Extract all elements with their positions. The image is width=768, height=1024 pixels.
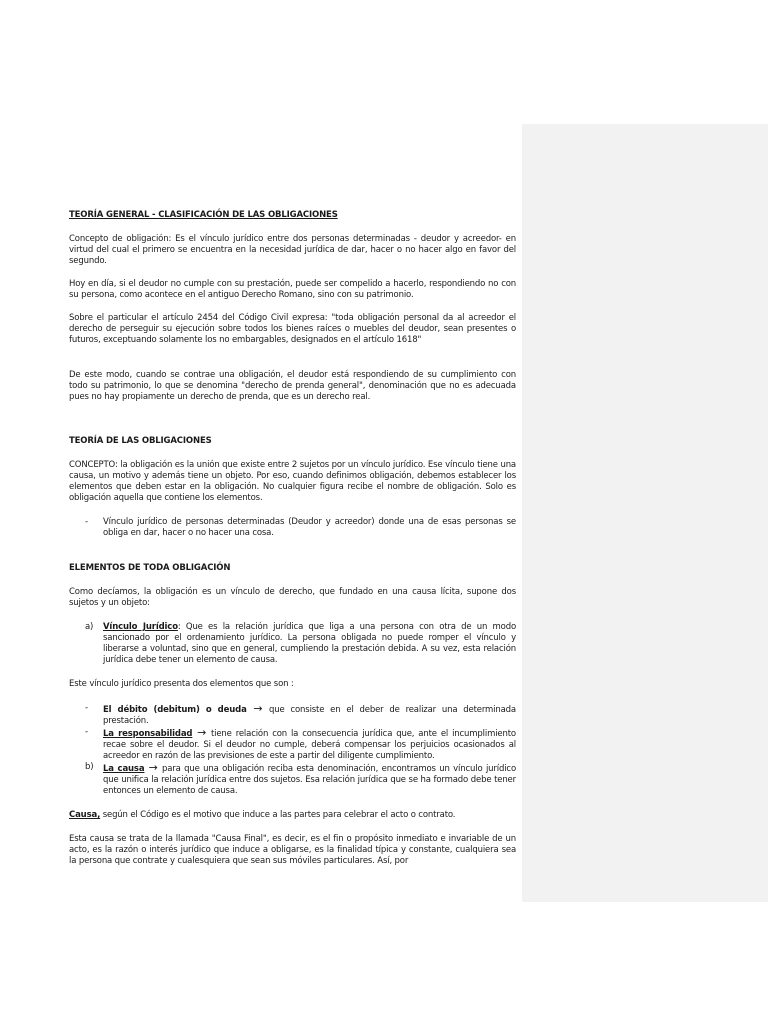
comment-pane	[522, 124, 768, 902]
document-body	[69, 210, 516, 867]
item-b-marker: b)	[85, 762, 94, 772]
subitem-responsabilidad-text: tiene relación con la consecuencia jurídica que, ante el incumplimiento recae sobre el deudor. Si el deudor no cumple, deberá compensar los perjuicios ocasionados al acreedor en razón de las previsiones de este a partir del diligente cumplimiento.	[103, 729, 516, 761]
paragraph-concepto-2: CONCEPTO: la obligación es la unión que existe entre 2 sujetos por un vínculo jurídico. Ese vínculo tiene una causa, un motivo y además tiene un objeto. Por eso, cuando definimos obligación, debemos establecer los elementos que deben estar en la obligación. No cualquier figura recibe el nombre de obligación. Solo es obligación aquella que contiene los elementos.	[69, 460, 516, 503]
bullet-marker: -	[85, 517, 88, 527]
item-b-causa	[69, 762, 516, 797]
paragraph-hoy-en-dia: Hoy en día, si el deudor no cumple con su prestación, puede ser compelido a hacerlo, respondiendo no con su persona, como acontece en el antiguo Derecho Romano, sino con su patrimonio.	[69, 279, 516, 300]
causa-text: según el Código es el motivo que induce a las partes para celebrar el acto o contrato.	[100, 810, 456, 820]
item-a-vinculo-juridico	[69, 622, 516, 666]
arrow-right-icon: →	[246, 702, 270, 715]
bullet-text: Vínculo jurídico de personas determinadas (Deudor y acreedor) donde una de esas personas se obliga en dar, hacer o no hacer una cosa.	[103, 517, 516, 538]
subitem-debito	[69, 703, 516, 727]
paragraph-concepto: Concepto de obligación: Es el vínculo jurídico entre dos personas determinadas - deudor y acreedor- en virtud del cual el primero se encuentra en la necesidad jurídica de dar, hacer o no hacer algo en favor del segundo.	[69, 234, 516, 266]
arrow-right-icon: →	[144, 761, 162, 774]
bullet-vinculo-juridico	[69, 517, 516, 539]
item-a-term: Vínculo Jurídico	[103, 622, 178, 632]
causa-term: Causa,	[69, 810, 101, 820]
heading-teoria-obligaciones: TEORÍA DE LAS OBLIGACIONES	[69, 436, 212, 446]
subitem-debito-text: que consiste en el deber de realizar una determinada prestación.	[103, 705, 516, 726]
subitem-debito-marker: -	[85, 703, 88, 713]
paragraph-sobre-el-particular: Sobre el particular el artículo 2454 del Código Civil expresa: "toda obligación personal da al acreedor el derecho de perseguir su ejecución sobre todos los bienes raíces o muebles del deudor, sean presentes o futuros, exceptuando solamente los no embargables, designados en el artículo 1618"	[69, 313, 516, 345]
subitem-debito-term: El débito (debitum) o deuda	[103, 705, 247, 715]
heading-teoria-general: TEORÍA GENERAL - CLASIFICACIÓN DE LAS OBLIGACIONES	[69, 210, 338, 220]
paragraph-este-vinculo: Este vínculo jurídico presenta dos elementos que son :	[69, 679, 294, 689]
subitem-responsabilidad-term: La responsabilidad	[103, 729, 193, 739]
paragraph-como-deciamos: Como decíamos, la obligación es un vínculo de derecho, que fundado en una causa lícita, supone dos sujetos y un objeto:	[69, 587, 516, 608]
paragraph-esta-causa: Esta causa se trata de la llamada "Causa Final", es decir, es el fin o propósito inmediato e invariable de un acto, es la razón o interés jurídico que induce a obligarse, es la finalidad típica y constante, cualquiera sea la persona que contrate y cualesquiera que sean sus móviles particulares. Así, por	[69, 834, 516, 866]
item-b-text: para que una obligación reciba esta denominación, encontramos un vínculo jurídico que unifica la relación jurídica entre dos sujetos. Esa relación jurídica que se ha formado debe tener entonces un elemento de causa.	[103, 764, 516, 796]
subitem-responsabilidad-marker: -	[85, 727, 88, 737]
heading-elementos: ELEMENTOS DE TODA OBLIGACIÓN	[69, 563, 231, 573]
subitem-responsabilidad	[69, 727, 516, 762]
arrow-right-icon: →	[192, 726, 211, 739]
paragraph-causa	[69, 810, 516, 821]
item-a-marker: a)	[85, 622, 94, 632]
item-a-text: : Que es la relación jurídica que liga a una persona con otra de un modo sancionado por el ordenamiento jurídico. La persona obligada no puede romper el vínculo y liberarse a voluntad, sino que en general, cumpliendo la prestación debida. A su vez, esta relación jurídica debe tener un elemento de causa.	[103, 622, 516, 665]
item-b-term: La causa	[103, 764, 145, 774]
paragraph-de-este-modo: De este modo, cuando se contrae una obligación, el deudor está respondiendo de su cumplimiento con todo su patrimonio, lo que se denomina "derecho de prenda general", denominación que no es adecuada pues no hay propiamente un derecho de prenda, que es un derecho real.	[69, 370, 516, 402]
